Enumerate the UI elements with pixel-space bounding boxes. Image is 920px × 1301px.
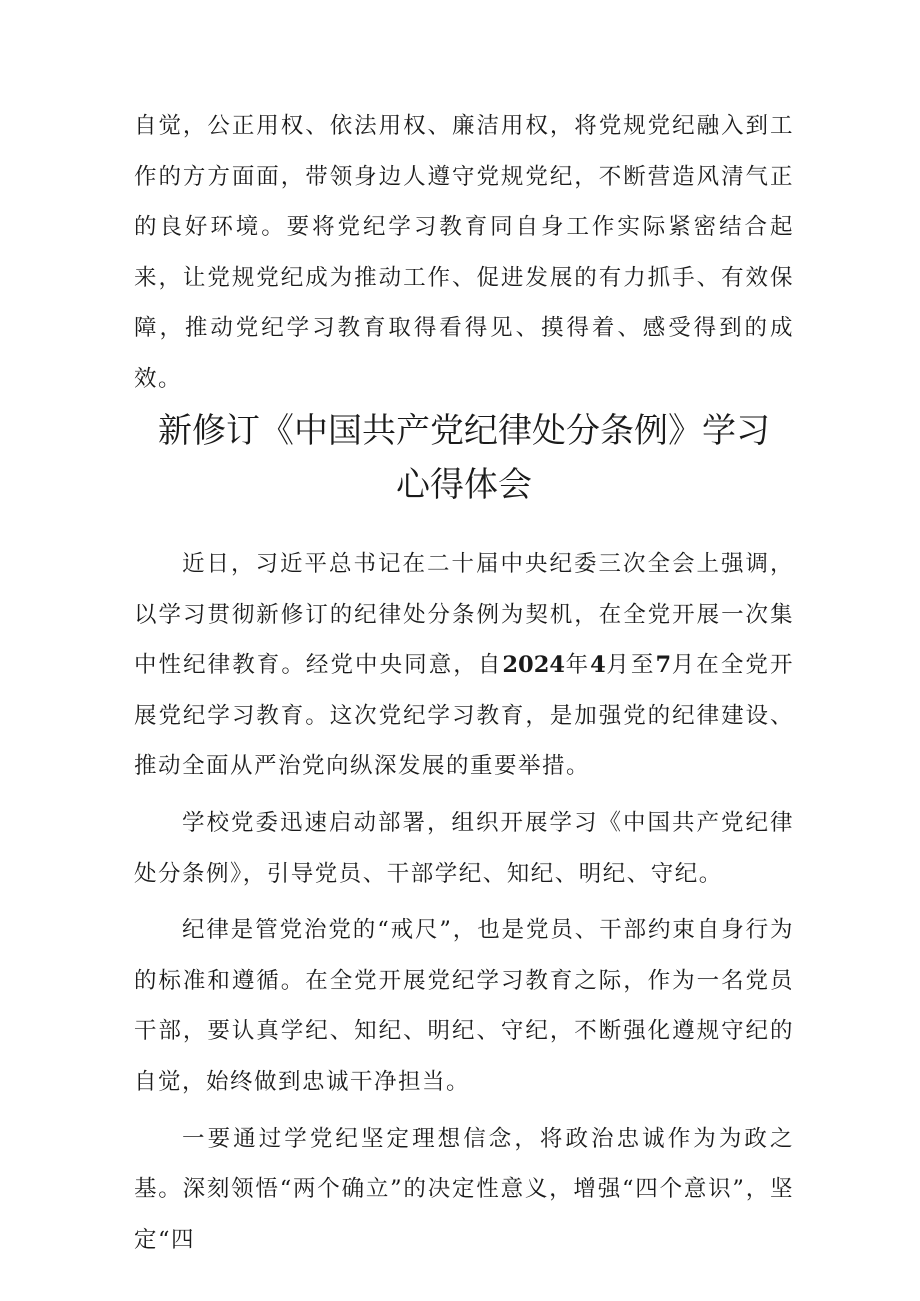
article-body <box>134 539 794 1265</box>
top-section <box>134 101 794 405</box>
p1-text-b: 年 <box>565 652 591 679</box>
p1-text-c: 月至 <box>605 652 656 679</box>
paragraph-2: 学校党委迅速启动部署，组织开展学习《中国共产党纪律处分条例》，引导党员、干部学纪、知纪、明纪、守纪。 <box>134 809 794 887</box>
paragraph-1 <box>134 539 794 792</box>
p1-month-end: 7 <box>655 652 672 679</box>
top-paragraph: 自觉，公正用权、依法用权、廉洁用权，将党规党纪融入到工作的方方面面，带领身边人遵守党规党纪，不断营造风清气正的良好环境。要将党纪学习教育同自身工作实际紧密结合起来，让党规党纪成为推动工作、促进发展的有力抓手、有效保障，推动党纪学习教育取得看得见、摸得着、感受得到的成效。 <box>134 113 794 392</box>
paragraph-3: 纪律是管党治党的“戒尺”，也是党员、干部约束自身行为的标准和遵循。在全党开展党纪学习教育之际，作为一名党员干部，要认真学纪、知纪、明纪、守纪，不断强化遵规守纪的自觉，始终做到忠诚干净担当。 <box>134 917 794 1095</box>
p1-month-start: 4 <box>590 652 606 679</box>
paragraph-4: 一要通过学党纪坚定理想信念，将政治忠诚作为为政之基。深刻领悟“两个确立”的决定性意义，增强“四个意识”，坚定“四 <box>134 1125 794 1253</box>
p1-year: 2024 <box>502 652 566 679</box>
article-title-line2: 心得体会 <box>396 465 532 505</box>
p1-text-d: 月在全党开展党纪学习教育。这次党纪学习教育，是加强党的纪律建设、推动全面从严治党向纵深发展的重要举措。 <box>134 652 794 780</box>
article-title-line1: 新修订《中国共产党纪律处分条例》学习 <box>158 411 770 451</box>
article-title <box>134 404 794 512</box>
p1-text-a: 近日，习近平总书记在二十届中央纪委三次全会上强调，以学习贯彻新修订的纪律处分条例为契机，在全党开展一次集中性纪律教育。经党中央同意，自 <box>134 551 794 679</box>
